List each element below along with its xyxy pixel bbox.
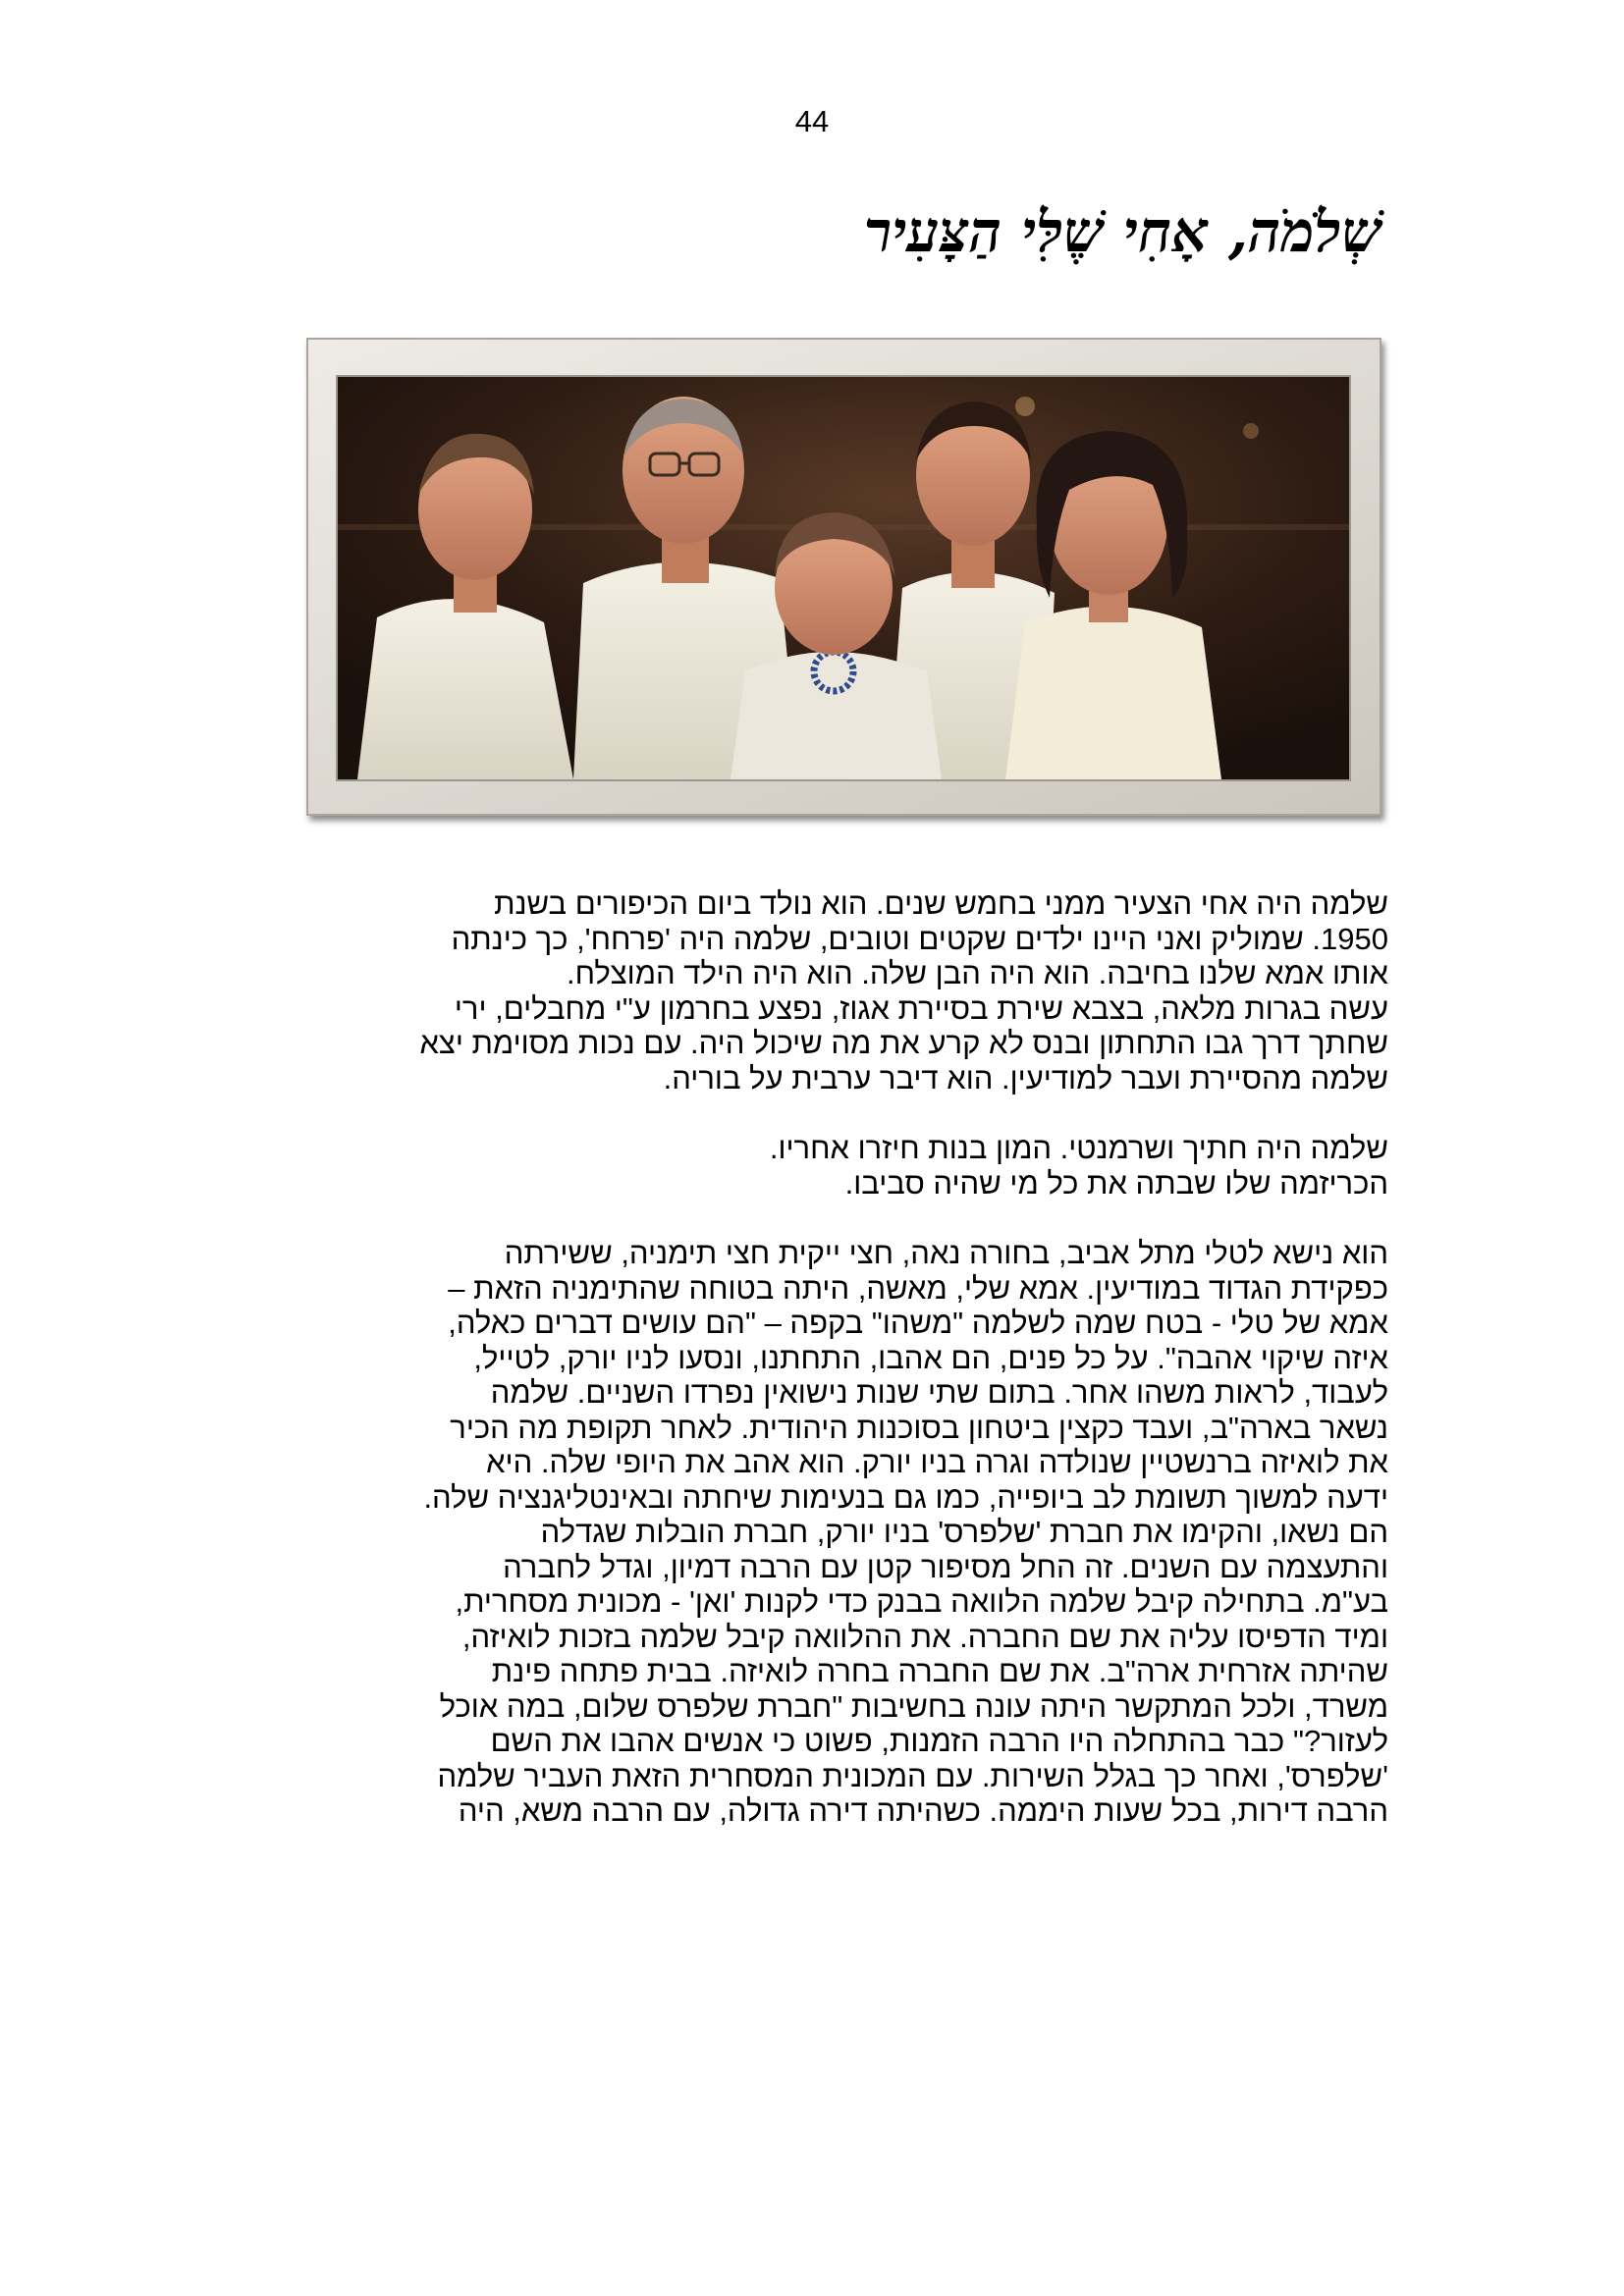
text-line: כפקידת הגדוד במודיעין. אמא שלי, מאשה, היתה בטוחה שהתימניה הזאת – <box>448 1270 1388 1306</box>
text-line: נשאר בארה"ב, ועבד כקצין ביטחון בסוכנות היהודית. לאחר תקופת מה הכיר <box>450 1410 1388 1445</box>
paragraph <box>419 886 1388 1095</box>
text-line: את לואיזה ברנשטיין שנולדה וגרה בניו יורק. הוא אהב את היופי שלה. היא <box>486 1445 1388 1479</box>
text-line: שלמה מהסיירת ועבר למודיעין. הוא דיבר ערבית על בוריה. <box>663 1060 1388 1095</box>
family-photo <box>336 375 1351 781</box>
text-line: אותו אמא שלנו בחיבה. הוא היה הבן שלה. הוא היה הילד המוצלח. <box>566 956 1388 990</box>
page-number: 44 <box>794 104 830 138</box>
text-line: הם נשאו, והקימו את חברת 'שלפרס' בניו יורק, חברת הובלות שגדלה <box>540 1515 1388 1549</box>
text-line: לעזור?" כבר בהתחלה היו הרבה הזמנות, פשוט כי אנשים אהבו את השם <box>490 1724 1388 1758</box>
text-line: הרבה דירות, בכל שעות היממה. כשהיתה דירה גדולה, עם הרבה משא, היה <box>458 1793 1388 1828</box>
paragraph <box>419 1131 1388 1201</box>
paragraph-gap <box>419 1095 1388 1131</box>
text-line: שלמה היה חתיך ושרמנטי. המון בנות חיזרו אחריו. <box>769 1131 1388 1165</box>
text-line: והתעצמה עם השנים. זה החל מסיפור קטן עם הרבה דמיון, וגדל לחברה <box>503 1549 1388 1584</box>
chapter-title: שְׁלֹמֹה, אָחִי שֶׁלִּי הַצָּעִיר <box>863 198 1381 265</box>
paragraph-gap <box>419 1201 1388 1236</box>
text-line: 'שלפרס', ואחר כך בגלל השירות. עם המכונית המסחרית הזאת העביר שלמה <box>437 1758 1388 1793</box>
photo-frame <box>306 338 1381 816</box>
text-line: בע"מ. בתחילה קיבל שלמה הלוואה בבנק כדי לקנות 'ואן' - מכונית מסחרית, <box>455 1584 1388 1619</box>
body-text <box>419 886 1388 1829</box>
text-line: אמא של טלי - בטח שמה לשלמה "משהו" בקפה – "הם עושים דברים כאלה, <box>448 1306 1388 1340</box>
text-line: ומיד הדפיסו עליה את שם החברה. את ההלוואה קיבל שלמה בזכות לואיזה, <box>461 1619 1388 1654</box>
text-line: איזה שיקוי אהבה". על כל פנים, הם אהבו, התחתנו, ונסעו לניו יורק, לטייל, <box>473 1340 1388 1375</box>
text-line: שהיתה אזרחית ארה"ב. את שם החברה בחרה לואיזה. בבית פתחה פינת <box>491 1654 1388 1688</box>
text-line: משרד, ולכל המתקשר היתה עונה בחשיבות "חברת שלפרס שלום, במה אוכל <box>439 1688 1388 1724</box>
family-photo-illustration <box>338 377 1349 779</box>
text-line: ידעה למשוך תשומת לב ביופייה, כמו גם בנעימות שיחתה ובאינטליגנציה שלה. <box>423 1479 1388 1515</box>
paragraph <box>419 1236 1388 1829</box>
text-line: הוא נישא לטלי מתל אביב, בחורה נאה, חצי ייקית חצי תימניה, ששירתה <box>504 1236 1388 1270</box>
text-line: שחתך דרך גבו התחתון ובנס לא קרע את מה שיכול היה. עם נכות מסוימת יצא <box>419 1026 1388 1060</box>
text-line: הכריזמה שלו שבתה את כל מי שהיה סביבו. <box>844 1165 1388 1201</box>
text-line: 1950. שמוליק ואני היינו ילדים שקטים וטובים, שלמה היה 'פרחח', כך כינתה <box>451 921 1388 956</box>
text-line: עשה בגרות מלאה, בצבא שירת בסיירת אגוז, נפצע בחרמון ע"י מחבלים, ירי <box>454 990 1388 1026</box>
text-line: לעבוד, לראות משהו אחר. בתום שתי שנות נישואין נפרדו השניים. שלמה <box>490 1375 1388 1410</box>
text-line: שלמה היה אחי הצעיר ממני בחמש שנים. הוא נולד ביום הכיפורים בשנת <box>494 886 1388 921</box>
